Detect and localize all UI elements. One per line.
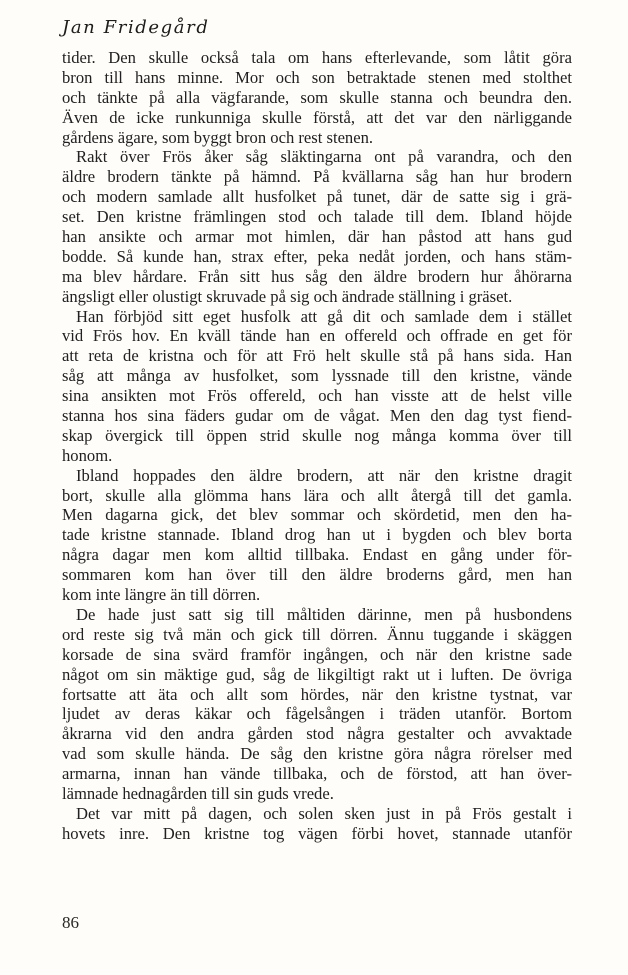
- text-line: Men dagarna gick, det blev sommar och skördetid, men den ha-: [62, 505, 572, 525]
- text-line: hovets inre. Den kristne tog vägen förbi hovet, stannade utanför: [62, 823, 572, 843]
- text-line: sommaren kom han över till den äldre broderns gård, men han: [62, 565, 572, 585]
- text-line: ord reste sig två män och gick till dörren. Ännu tuggande i skäggen: [62, 624, 572, 644]
- running-head: Jan Fridegård: [62, 17, 210, 38]
- text-line: korsade de sina svärd framför ingången, och när den kristne sade: [62, 644, 572, 664]
- text-line: ljudet av deras käkar och fågelsången i träden utanför. Bortom: [62, 704, 572, 724]
- text-line: sina ansikten mot Frös offereld, och han visste att de helst ville: [62, 386, 572, 406]
- text-line: Han förbjöd sitt eget husfolk att gå dit och samlade dem i stället: [76, 306, 572, 326]
- text-line: Det var mitt på dagen, och solen sken just in på Frös gestalt i: [76, 803, 572, 823]
- text-line: äldre brodern tänkte på hämnd. På kvällarna såg han hur brodern: [62, 167, 572, 187]
- text-line: och tänkte på alla vägfarande, som skulle stanna och beundra den.: [62, 87, 572, 107]
- text-line: ängsligt eller olustigt skruvade på sig och ändrade ställning i gräset.: [62, 286, 513, 306]
- text-line: gårdens ägare, som byggt bron och rest stenen.: [62, 127, 374, 147]
- text-line: och modern samlade allt husfolket på tunet, där de satte sig i grä-: [62, 187, 572, 207]
- text-line: såg att många av husfolket, som lyssnade till den kristne, vände: [62, 366, 572, 386]
- text-line: några dagar men kom alltid tillbaka. Endast en gång under för-: [62, 545, 572, 565]
- text-line: Rakt över Frös åker såg släktingarna ont på varandra, och den: [76, 147, 572, 167]
- text-line: set. Den kristne främlingen stod och talade till dem. Ibland höjde: [62, 207, 572, 227]
- text-line: att reta de kristna och för att Frö helt skulle stå på hans sida. Han: [62, 346, 572, 366]
- text-line: armarna, innan han vände tillbaka, och de förstod, att han över-: [62, 764, 572, 784]
- text-line: Även de icke runkunniga skulle förstå, att det var den närliggande: [62, 107, 572, 127]
- text-line: honom.: [62, 445, 113, 465]
- text-line: stanna hos sina fäders gudar om de vågat. Men den dag tyst fiend-: [62, 406, 572, 426]
- text-line: Ibland hoppades den äldre brodern, att när den kristne dragit: [76, 465, 572, 485]
- text-line: skap övergick till öppen strid skulle nog många komma över till: [62, 425, 572, 445]
- text-line: kom inte längre än till dörren.: [62, 585, 261, 605]
- text-line: De hade just satt sig till måltiden därinne, men på husbondens: [76, 604, 572, 624]
- text-line: bodde. Så kunde han, strax efter, peka nedåt jorden, och hans stäm-: [62, 246, 572, 266]
- text-line: lämnade hednagården till sin guds vrede.: [62, 783, 334, 803]
- page-number: 86: [62, 913, 79, 932]
- text-line: vad som skulle hända. De såg den kristne göra några rörelser med: [62, 744, 572, 764]
- text-line: tider. Den skulle också tala om hans efterlevande, som låtit göra: [62, 48, 572, 67]
- text-line: något om sin mäktige gud, såg de likgiltigt rakt ut i luften. De övriga: [62, 664, 572, 684]
- text-line: åkrarna vid den andra gården stod några gestalter och avvaktade: [62, 724, 572, 744]
- text-line: ma blev hårdare. Från sitt hus såg den äldre brodern hur åhörarna: [62, 266, 572, 286]
- text-line: bort, skulle alla glömma hans lära och allt återgå till det gamla.: [62, 485, 572, 505]
- text-line: tade kristne stannade. Ibland drog han ut i bygden och blev borta: [62, 525, 572, 545]
- text-line: han ansikte och armar mot himlen, där han påstod att hans gud: [62, 227, 572, 247]
- body-text: [62, 48, 572, 844]
- text-line: bron till hans minne. Mor och son betraktade stenen med stolthet: [62, 67, 572, 87]
- text-line: vid Frös hov. En kväll tände han en offereld och offrade en get för: [62, 326, 572, 346]
- text-line: fortsatte att äta och allt som hördes, när den kristne tystnat, var: [62, 684, 572, 704]
